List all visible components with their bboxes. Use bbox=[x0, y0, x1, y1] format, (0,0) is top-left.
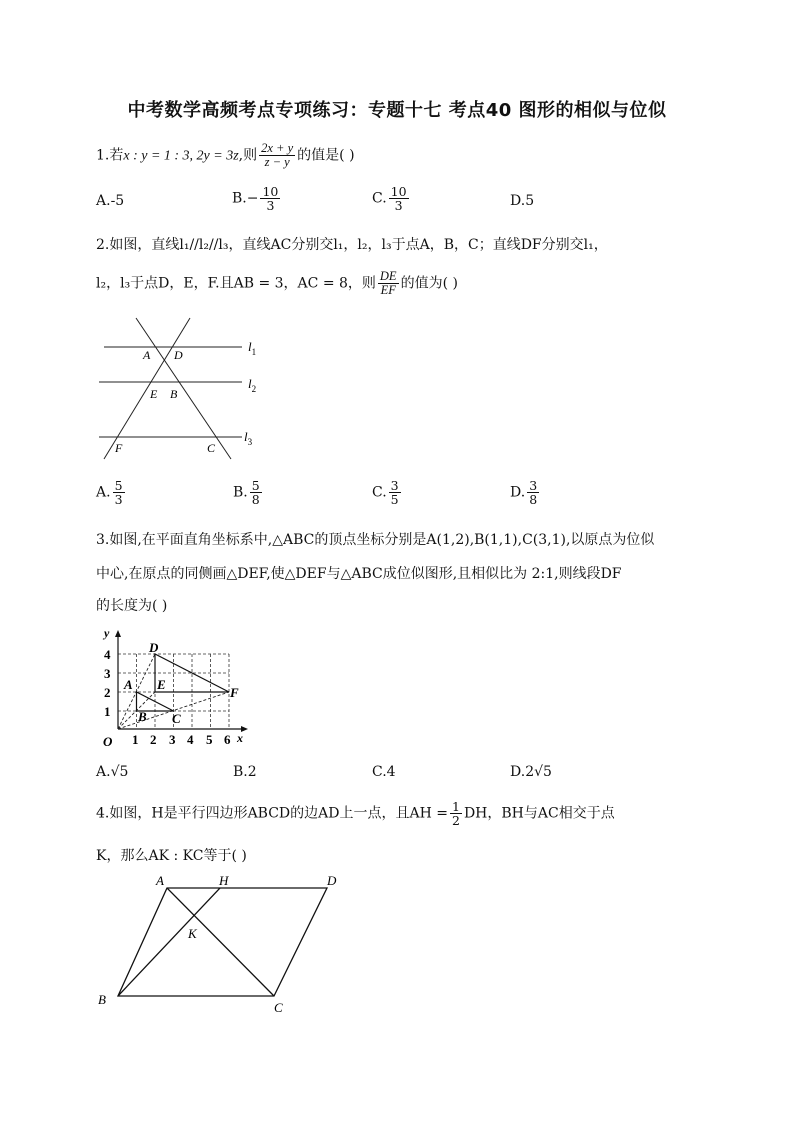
frac-den: 5 bbox=[390, 492, 399, 508]
label-l1: $l_1$ bbox=[248, 339, 257, 357]
y-axis-label: y bbox=[104, 626, 110, 640]
page-title: 中考数学高频考点专项练习：专题十七 考点40 图形的相似与位似 bbox=[127, 100, 667, 121]
point-b-label: B bbox=[138, 709, 147, 724]
x-tick-labels bbox=[132, 732, 231, 747]
parallelogram-abcd bbox=[118, 888, 327, 996]
label-c: C bbox=[274, 1000, 283, 1015]
option-label: A. bbox=[96, 764, 111, 780]
q1-option-a[interactable] bbox=[96, 193, 124, 209]
y-tick: 1 bbox=[104, 704, 111, 719]
option-label: B. bbox=[233, 764, 248, 780]
option-fraction bbox=[260, 185, 280, 212]
point-e-label: E bbox=[157, 677, 166, 692]
question-4-line-2: K，那么AK : KC等于( ) bbox=[96, 848, 247, 864]
label-c: C bbox=[207, 441, 216, 455]
question-2-line-2 bbox=[96, 270, 458, 297]
point-c-label: C bbox=[172, 711, 181, 726]
q2-option-d[interactable] bbox=[510, 479, 541, 506]
y-tick: 3 bbox=[104, 666, 111, 681]
q2-line2-post: 的值为( ) bbox=[400, 275, 458, 292]
option-label: A. bbox=[96, 484, 111, 501]
origin-label: O bbox=[103, 734, 113, 749]
q2-figure bbox=[94, 316, 274, 466]
option-text: 5 bbox=[525, 193, 535, 209]
frac-den: 3 bbox=[394, 198, 403, 214]
point-d-label: D bbox=[149, 640, 159, 655]
frac-num: 5 bbox=[114, 478, 123, 493]
question-3-line-2: 中心,在原点的同侧画△DEF,使△DEF与△ABC成位似图形,且相似比为 2:1,则线段DF bbox=[96, 566, 622, 582]
y-tick-labels bbox=[104, 647, 111, 719]
frac-num: 3 bbox=[529, 478, 538, 493]
q3-coordinate-figure bbox=[98, 622, 258, 752]
label-l2: $l_2$ bbox=[248, 376, 257, 394]
x-axis-label: x bbox=[237, 731, 243, 745]
frac-den: 3 bbox=[266, 198, 275, 214]
frac-num: 5 bbox=[251, 478, 260, 493]
label-k: K bbox=[188, 926, 197, 941]
option-text: √5 bbox=[110, 764, 129, 780]
label-l3: $l_3$ bbox=[244, 429, 253, 447]
x-tick: 4 bbox=[187, 732, 194, 747]
option-fraction bbox=[389, 479, 401, 506]
q2-line2-pre: l₂，l₃于点D，E，F.且AB = 3，AC = 8，则 bbox=[96, 275, 376, 292]
q4-fraction bbox=[450, 800, 462, 827]
q3-option-c[interactable] bbox=[372, 764, 396, 780]
x-tick: 3 bbox=[169, 732, 176, 747]
option-label: C. bbox=[372, 764, 387, 780]
option-fraction bbox=[527, 479, 539, 506]
x-tick: 2 bbox=[150, 732, 157, 747]
question-3-line-1: 3.如图,在平面直角坐标系中,△ABC的顶点坐标分别是A(1,2),B(1,1),C(3,1),以原点为位似 bbox=[96, 532, 655, 548]
q1-fraction bbox=[259, 142, 295, 169]
y-axis-arrow-icon bbox=[115, 630, 121, 637]
label-e: E bbox=[150, 387, 158, 401]
x-tick: 6 bbox=[224, 732, 231, 747]
q1-prefix: 1.若 bbox=[96, 147, 124, 164]
q3-option-d[interactable] bbox=[510, 764, 552, 780]
frac-num: 10 bbox=[262, 184, 279, 199]
q1-option-c[interactable] bbox=[372, 185, 411, 212]
q1-option-d[interactable] bbox=[510, 193, 534, 209]
q3-option-a[interactable] bbox=[96, 764, 128, 780]
option-label: A. bbox=[96, 193, 111, 209]
option-label: D. bbox=[510, 193, 526, 209]
q1-suffix: 的值是( ) bbox=[297, 147, 355, 164]
option-fraction bbox=[113, 479, 125, 506]
label-a: A bbox=[143, 348, 151, 362]
option-text: 2√5 bbox=[525, 764, 552, 780]
option-fraction bbox=[250, 479, 262, 506]
label-b: B bbox=[98, 992, 106, 1007]
frac-den: 8 bbox=[529, 492, 538, 508]
q4-frac-den: 2 bbox=[452, 813, 460, 829]
q1-mid: ,则 bbox=[238, 147, 258, 164]
q2-frac-den: EF bbox=[380, 283, 396, 298]
option-label: C. bbox=[372, 484, 387, 501]
q2-fraction bbox=[378, 270, 399, 297]
frac-num: 10 bbox=[390, 184, 407, 199]
frac-num: 3 bbox=[390, 478, 399, 493]
q4-frac-num: 1 bbox=[452, 799, 460, 814]
question-3-line-3: 的长度为( ) bbox=[96, 598, 168, 614]
question-1 bbox=[96, 142, 355, 169]
label-h: H bbox=[219, 873, 229, 888]
q4-parallelogram-figure bbox=[92, 870, 352, 1020]
label-d: D bbox=[174, 348, 183, 362]
option-sign: − bbox=[246, 190, 259, 207]
option-fraction bbox=[389, 185, 409, 212]
q3-option-b[interactable] bbox=[233, 764, 257, 780]
point-a-label: A bbox=[124, 677, 133, 692]
q4-line1-pre: 4.如图，H是平行四边形ABCD的边AD上一点，且AH = bbox=[96, 805, 448, 822]
option-label: C. bbox=[372, 190, 387, 207]
segment-bh bbox=[118, 888, 220, 996]
diagonal-ac bbox=[167, 888, 274, 996]
label-f: F bbox=[115, 441, 123, 455]
option-text: 2 bbox=[247, 764, 257, 780]
q1-frac-den: z − y bbox=[264, 155, 290, 170]
q2-option-a[interactable] bbox=[96, 479, 127, 506]
option-label: B. bbox=[233, 484, 248, 501]
q1-frac-num: 2x + y bbox=[261, 141, 294, 155]
x-tick: 1 bbox=[132, 732, 139, 747]
option-text: 4 bbox=[386, 764, 396, 780]
label-b: B bbox=[170, 387, 178, 401]
option-label: B. bbox=[232, 190, 247, 207]
label-a: A bbox=[156, 873, 164, 888]
frac-den: 8 bbox=[251, 492, 260, 508]
q1-condition: x : y = 1 : 3, 2y = 3z bbox=[123, 148, 239, 164]
q2-option-b[interactable] bbox=[233, 479, 264, 506]
q4-line1-post: DH，BH与AC相交于点 bbox=[463, 805, 615, 822]
q1-option-b[interactable] bbox=[232, 185, 282, 212]
question-2-line-1: 2.如图，直线l₁//l₂//l₃，直线AC分别交l₁，l₂，l₃于点A，B，C；直线DF分别交l₁， bbox=[96, 237, 608, 253]
option-label: D. bbox=[510, 484, 526, 501]
point-f-label: F bbox=[230, 685, 239, 700]
option-label: D. bbox=[510, 764, 526, 780]
q2-option-c[interactable] bbox=[372, 479, 403, 506]
y-tick: 2 bbox=[104, 685, 111, 700]
option-text: -5 bbox=[110, 193, 125, 209]
q2-frac-num: DE bbox=[379, 269, 397, 283]
x-tick: 5 bbox=[206, 732, 213, 747]
question-4-line-1 bbox=[96, 800, 615, 827]
label-d: D bbox=[327, 873, 337, 888]
frac-den: 3 bbox=[114, 492, 123, 508]
y-tick: 4 bbox=[104, 647, 111, 662]
